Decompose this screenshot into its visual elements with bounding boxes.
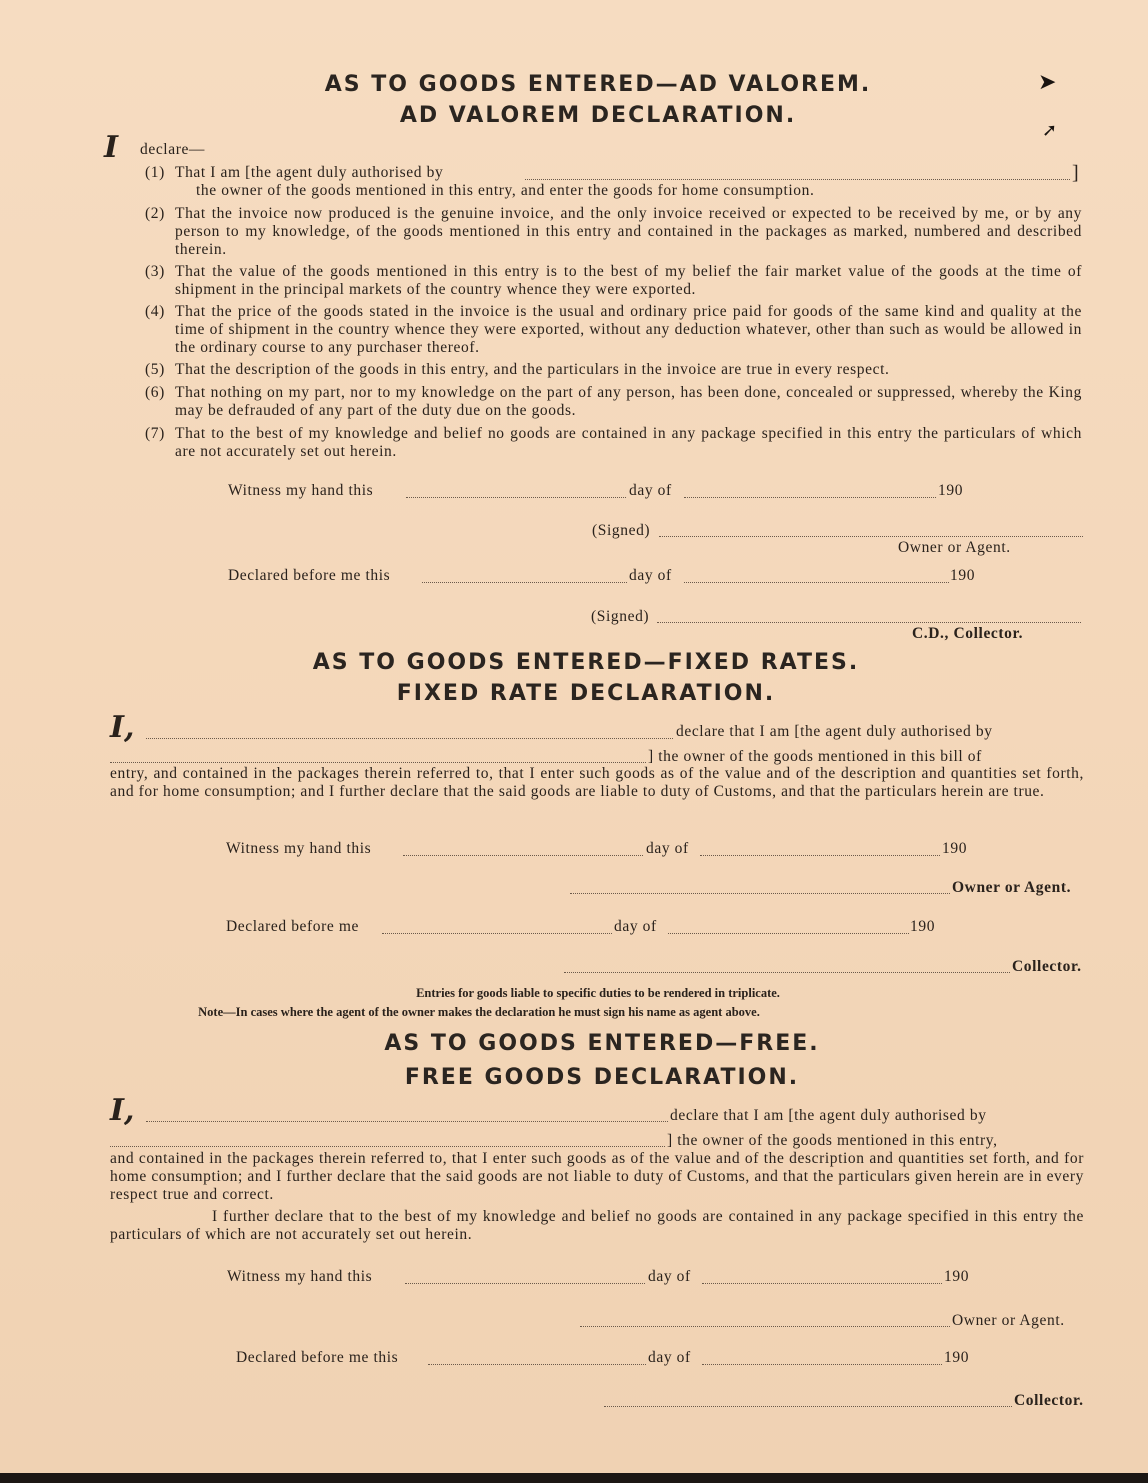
clause-text: That to the best of my knowledge and belief no goods are contained in any package specified in this entry the particulars of which are not accurately set out herein. <box>175 425 1082 460</box>
agent-name-field[interactable] <box>110 762 646 763</box>
clause-number: (6) <box>145 384 165 401</box>
section3-body2: I further declare that to the best of my knowledge and belief no goods are contained in any package specified in this entry the particulars of which are not accurately set out herein. <box>110 1208 1084 1243</box>
section2-body: entry, and contained in the packages therein referred to, that I enter such goods as of the value and of the description and quantities set forth, and for home consumption; and I further declare that the said goods are liable to duty of Customs, and that the particulars herein are true. <box>110 765 1084 800</box>
owner-agent-label: Owner or Agent. <box>898 539 1011 556</box>
collector-label: Collector. <box>1014 1392 1084 1409</box>
witness-day-field[interactable] <box>403 855 643 856</box>
day-of-label: day of <box>648 1349 691 1366</box>
clause-text: That nothing on my part, nor to my knowledge on the part of any person, has been done, concealed or suppressed, whereby the King may be defrauded of any part of the duty due on the goods. <box>175 384 1082 419</box>
declare-text: ] the owner of the goods mentioned in this entry, <box>667 1132 998 1149</box>
clause-text: That the description of the goods in this entry, and the particulars in the invoice are true in every respect. <box>175 361 890 378</box>
declared-label: Declared before me <box>226 918 359 935</box>
declare-text: ] the owner of the goods mentioned in this bill of <box>648 748 982 765</box>
section3-subheading: FREE GOODS DECLARATION. <box>404 1065 800 1090</box>
clause-text: the owner of the goods mentioned in this entry, and enter the goods for home consumption. <box>196 182 815 199</box>
declared-month-field[interactable] <box>702 1364 942 1365</box>
clause-number: (1) <box>145 164 165 181</box>
collector-signature-field[interactable] <box>657 622 1081 623</box>
section1-declare: declare— <box>140 141 206 158</box>
section2-subheading: FIXED RATE DECLARATION. <box>396 681 776 706</box>
witness-label: Witness my hand this <box>226 840 372 857</box>
declared-label: Declared before me this <box>228 567 391 584</box>
clause-number: (2) <box>145 205 165 222</box>
declarant-name-field[interactable] <box>146 1121 668 1122</box>
section3-body: and contained in the packages therein referred to, that I enter such goods as of the value and of the description and quantities set forth, and for home consumption; and I further declare that the said goods are not liable to duty of Customs, and that the particulars given herein are in every respect true and correct. <box>110 1150 1084 1203</box>
owner-signature-field[interactable] <box>580 1326 950 1327</box>
year-label: 190 <box>910 918 936 935</box>
year-label: 190 <box>938 482 964 499</box>
agent-note: Note—In cases where the agent of the owner makes the declaration he must sign his name as agent above. <box>198 1005 760 1019</box>
section3-heading: AS TO GOODS ENTERED—FREE. <box>384 1031 820 1056</box>
clause-number: (3) <box>145 263 165 280</box>
year-label: 190 <box>944 1268 970 1285</box>
collector-signature-field[interactable] <box>564 972 1010 973</box>
agent-name-field[interactable] <box>110 1146 665 1147</box>
witness-day-field[interactable] <box>405 1283 645 1284</box>
declare-text: declare that I am [the agent duly authorised by <box>676 723 993 740</box>
section2-initial: I, <box>110 710 135 745</box>
collector-signature-field[interactable] <box>604 1406 1012 1407</box>
year-label: 190 <box>942 840 968 857</box>
ink-mark: ➚ <box>1042 120 1058 141</box>
section1-subheading: AD VALOREM DECLARATION. <box>399 103 797 128</box>
signed-label: (Signed) <box>591 608 650 625</box>
declared-day-field[interactable] <box>382 933 612 934</box>
witness-month-field[interactable] <box>700 855 940 856</box>
day-of-label: day of <box>629 482 672 499</box>
section1-heading: AS TO GOODS ENTERED—AD VALOREM. <box>324 72 872 97</box>
triplicate-note: Entries for goods liable to specific duties to be rendered in triplicate. <box>416 986 780 1000</box>
declare-text: declare that I am [the agent duly authorised by <box>670 1107 987 1124</box>
day-of-label: day of <box>629 567 672 584</box>
witness-month-field[interactable] <box>684 497 936 498</box>
declarant-name-field[interactable] <box>146 738 673 739</box>
witness-label: Witness my hand this <box>228 482 374 499</box>
year-label: 190 <box>950 567 976 584</box>
clause-number: (7) <box>145 425 165 442</box>
collector-label: Collector. <box>1012 958 1082 975</box>
declared-month-field[interactable] <box>684 582 949 583</box>
day-of-label: day of <box>648 1268 691 1285</box>
clause-text: That the invoice now produced is the genuine invoice, and the only invoice received or expected to be received by me, or by any person to my knowledge, of the goods mentioned in this entry and contained in the packages as marked, numbered and described therein. <box>175 205 1082 258</box>
declared-day-field[interactable] <box>422 582 627 583</box>
bracket-close: ] <box>1072 162 1080 184</box>
collector-label: C.D., Collector. <box>912 625 1024 642</box>
clause-number: (5) <box>145 361 165 378</box>
signed-label: (Signed) <box>592 522 651 539</box>
witness-month-field[interactable] <box>702 1283 942 1284</box>
page-edge <box>0 1473 1148 1483</box>
clause-text: That the price of the goods stated in the invoice is the usual and ordinary price paid for goods of the same kind and quality at the time of shipment in the country whence they were exported, without any deduction whatever, other than such as would be allowed in the ordinary course to any purchaser thereof. <box>175 303 1082 356</box>
section1-initial: I <box>104 130 119 165</box>
section3-initial: I, <box>110 1093 135 1128</box>
witness-day-field[interactable] <box>406 497 626 498</box>
day-of-label: day of <box>614 918 657 935</box>
owner-signature-field[interactable] <box>570 893 950 894</box>
declared-label: Declared before me this <box>236 1349 399 1366</box>
owner-agent-label: Owner or Agent. <box>952 1312 1065 1329</box>
day-of-label: day of <box>646 840 689 857</box>
year-label: 190 <box>944 1349 970 1366</box>
ink-mark: ➤ <box>1038 70 1057 95</box>
declared-day-field[interactable] <box>428 1364 646 1365</box>
declared-month-field[interactable] <box>668 933 909 934</box>
owner-agent-label: Owner or Agent. <box>952 879 1072 896</box>
agent-name-field[interactable] <box>525 179 1070 180</box>
clause-number: (4) <box>145 303 165 320</box>
clause-text: That I am [the agent duly authorised by <box>175 164 444 181</box>
clause-text: That the value of the goods mentioned in this entry is to the best of my belief the fair market value of the goods at the time of shipment in the principal markets of the country whence they were exported. <box>175 263 1082 298</box>
owner-signature-field[interactable] <box>659 536 1083 537</box>
witness-label: Witness my hand this <box>227 1268 373 1285</box>
section2-heading: AS TO GOODS ENTERED—FIXED RATES. <box>312 650 860 675</box>
